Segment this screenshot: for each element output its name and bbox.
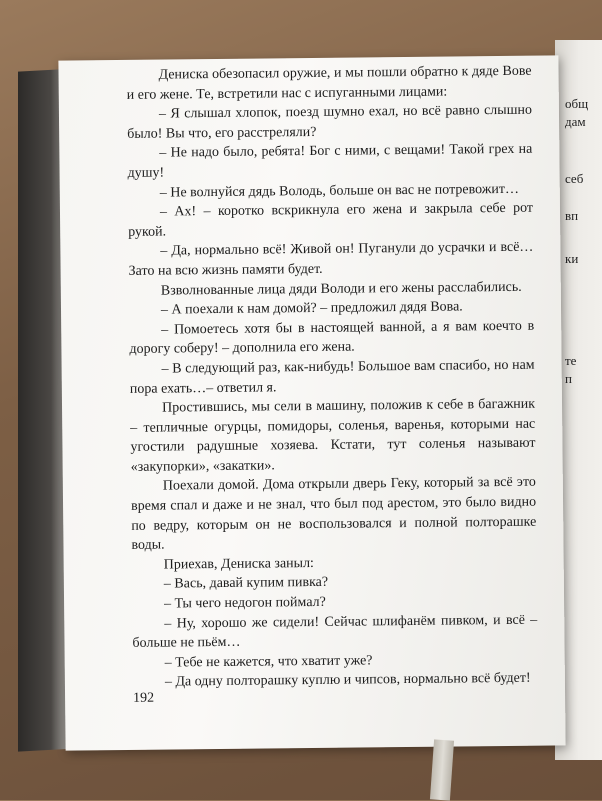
book-page: [58, 55, 565, 750]
bookmark-ribbon: [430, 739, 454, 800]
paragraph: – Вась, давай купим пивка?: [163, 575, 329, 592]
paragraph: – В следующий раз, как-нибудь! Большое вам спасибо, но нам пора ехать…– ответил я.: [129, 357, 535, 397]
paragraph: Поехали домой. Дома открыли дверь Геку, который за всё это время спал и даже и не знал, что был под арестом, это было видно по ведру, которым он не воспользовался и полной полторашке воды.: [130, 475, 537, 554]
paragraph: – Ты чего недогон поймал?: [164, 594, 326, 612]
paragraph: Дениска обезопасил оружие, и мы пошли обратно к дяде Вове и его жене. Те, встретили нас с испуганными лицами:: [126, 63, 532, 103]
paragraph: – А поехали к нам домой? – предложил дядя Вова.: [160, 299, 463, 318]
adjacent-fragment: себ: [565, 171, 584, 186]
adjacent-fragment: вп: [565, 208, 579, 223]
paragraph: – Я слышал хлопок, поезд шумно ехал, но всё равно слышно было! Вы что, его расстреляли?: [127, 102, 533, 142]
paragraph: – Не надо было, ребята! Бог с ними, с вещами! Такой грех на душу!: [127, 142, 533, 181]
paragraph: – Да одну полторашку куплю и чипсов, нормально всё будет!: [164, 671, 531, 690]
paragraph: Приехав, Дениска заныл:: [163, 555, 314, 573]
adjacent-fragment: п: [565, 371, 572, 386]
paragraph: – Тебе не кажется, что хватит уже?: [164, 653, 373, 671]
paragraph: – Ну, хорошо же сидели! Сейчас шлифанём пивком, и всё – больше не пьём…: [132, 612, 538, 652]
adjacent-fragment: общ: [565, 96, 589, 111]
page-body-text: [126, 62, 538, 693]
paragraph: – Помоетесь хотя бы в настоящей ванной, а я вам коечто в дорогу соберу! – дополнила его жена.: [129, 318, 535, 358]
adjacent-fragment: дам: [565, 114, 586, 129]
adjacent-fragment: те: [565, 353, 577, 368]
paragraph: – Да, нормально всё! Живой он! Пуганули до усрачки и всё… Зато на всю жизнь памяти будет.: [128, 240, 534, 279]
paragraph: – Ах! – коротко вскрикнула его жена и закрыла себе рот рукой.: [128, 200, 534, 240]
paragraph: Простившись, мы сели в машину, положив к себе в багажник – тепличные огурцы, помидоры, соленья, варенья, которыми нас угостили радушные хозяева. Кстати, тут соленья называют «закупорки», «закатки».: [130, 396, 536, 475]
paragraph: – Не волнуйся дядь Володь, больше он вас не потревожит…: [159, 181, 520, 201]
page-number: 192: [133, 690, 155, 706]
paragraph: Взволнованные лица дяди Володи и его жены расслабились.: [160, 279, 522, 299]
adjacent-fragment: ки: [565, 251, 579, 266]
